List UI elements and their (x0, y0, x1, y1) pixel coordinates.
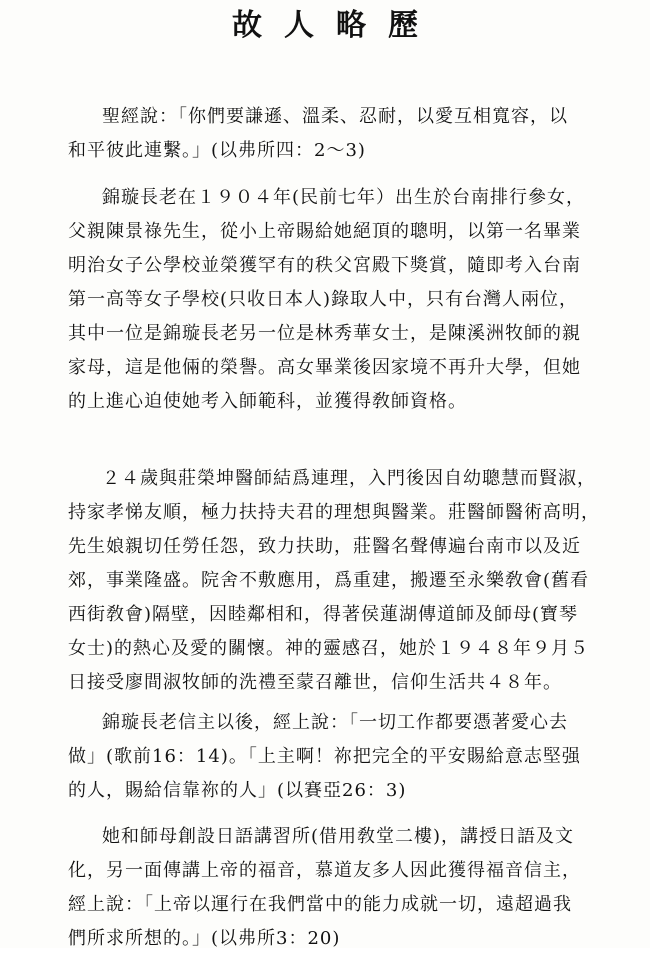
text-line: 父親陳景祿先生，從小上帝賜給她絕頂的聰明，以第一名畢業 (68, 221, 581, 242)
text-line: 錦璇長老在１９０４年(民前七年）出生於台南排行參女， (102, 187, 586, 208)
paragraph-marriage (68, 462, 638, 700)
text-line: 明治女子公學校並榮獲罕有的秩父宮殿下獎賞，隨即考入台南 (68, 255, 581, 276)
paragraph-language-school (68, 820, 638, 956)
text-line: 的上進心迫使她考入師範科，並獲得敎師資格。 (68, 391, 467, 412)
text-line: 的人，賜給信靠祢的人」(以賽亞26：3) (68, 780, 407, 801)
text-line: 和平彼此連繫。」(以弗所四：2～3) (68, 140, 366, 161)
paragraph-faith (68, 706, 638, 808)
text-line: 郊，事業隆盛。院舍不敷應用，爲重建，搬遷至永樂敎會(舊看 (68, 570, 590, 591)
text-line: 女士)的熱心及愛的關懷。神的靈感召，她於１９４８年９月５ (68, 638, 590, 659)
text-line: 聖經說：「你們要謙遜、溫柔、忍耐，以愛互相寬容，以 (102, 106, 568, 127)
text-line: ２４歲與莊榮坤醫師結爲連理，入門後因自幼聰慧而賢淑， (102, 468, 596, 489)
paragraph-early-life (68, 181, 638, 419)
text-line: 經上說：「上帝以運行在我們當中的能力成就一切，遠超過我 (68, 894, 572, 915)
text-line: 第一高等女子學校(只收日本人)錄取人中，只有台灣人兩位， (68, 289, 579, 310)
text-line: 化，另一面傳講上帝的福音，慕道友多人因此獲得福音信主， (68, 860, 581, 881)
paragraph-scripture-intro (68, 100, 638, 168)
text-line: 其中一位是錦璇長老另一位是林秀華女士，是陳溪洲牧師的親 (68, 323, 581, 344)
text-line: 錦璇長老信主以後，經上說：「一切工作都要憑著愛心去 (102, 712, 568, 733)
text-line: 家母，這是他倆的榮譽。高女畢業後因家境不再升大學，但她 (68, 357, 581, 378)
text-line: 日接受廖間淑牧師的洗禮至蒙召離世，信仰生活共４８年。 (68, 672, 562, 693)
text-line: 持家孝悌友順，極力扶持夫君的理想與醫業。莊醫師醫術高明， (68, 502, 600, 523)
page-title: 故人略歷 (232, 8, 440, 43)
text-line: 她和師母創設日語講習所(借用敎堂二樓)，講授日語及文 (102, 826, 575, 847)
text-line: 西街敎會)隔壁，因睦鄰相和，得著侯蓮湖傳道師及師母(寶琴 (68, 604, 579, 625)
text-line: 先生娘親切任勞任怨，致力扶助，莊醫名聲傳遍台南市以及近 (68, 536, 581, 557)
text-line: 做」(歌前16：14)。「上主啊！祢把完全的平安賜給意志堅强 (68, 746, 581, 767)
text-line: 們所求所想的。」(以弗所3：20) (68, 928, 341, 949)
